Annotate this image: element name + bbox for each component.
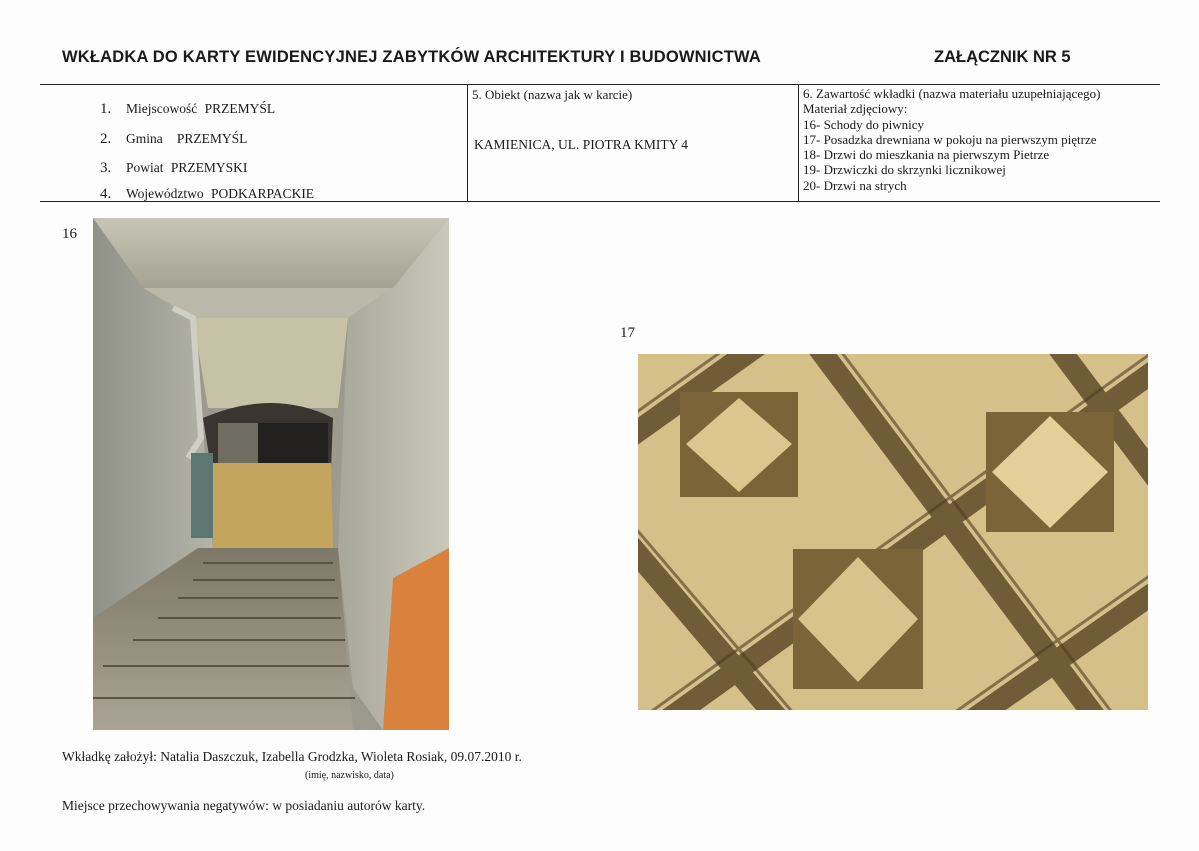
location-row-county: 3. Powiat PRZEMYSKI — [100, 160, 248, 176]
contents-item: 18- Drzwi do mieszkania na pierwszym Pietrze — [803, 147, 1050, 163]
parquet-floor-image — [638, 354, 1148, 710]
storage-line: Miejsce przechowywania negatywów: w posiadaniu autorów karty. — [62, 798, 426, 813]
photo-parquet-floor — [638, 354, 1148, 710]
location-row-commune: 2. Gmina PRZEMYŚL — [100, 131, 248, 147]
author-hint: (imię, nazwisko, data) — [305, 770, 394, 781]
contents-item: 17- Posadzka drewniana w pokoju na pierwszym piętrze — [803, 131, 1097, 147]
photo-cellar-stairs — [93, 218, 449, 730]
contents-heading: 6. Zawartość wkładki (nazwa materiału uzupełniającego) — [803, 86, 1101, 101]
contents-item: 19- Drzwiczki do skrzynki licznikowej — [803, 162, 1006, 178]
object-value: KAMIENICA, UL. PIOTRA KMITY 4 — [474, 137, 688, 152]
photo-number-16: 16 — [62, 226, 77, 242]
column-divider — [467, 84, 468, 202]
contents-subheading: Materiał zdjęciowy: — [803, 101, 908, 117]
location-row-town: 1. Miejscowość PRZEMYŚL — [100, 101, 276, 117]
object-heading: 5. Obiekt (nazwa jak w karcie) — [472, 87, 633, 102]
photo-number-17: 17 — [620, 325, 635, 341]
cellar-stairs-image — [93, 218, 449, 730]
attachment-number: ZAŁĄCZNIK NR 5 — [934, 48, 1071, 66]
document-title: WKŁADKA DO KARTY EWIDENCYJNEJ ZABYTKÓW ARCHITEKTURY I BUDOWNICTWA — [62, 48, 761, 66]
contents-item: 16- Schody do piwnicy — [803, 116, 924, 132]
location-row-voivodeship: 4. Województwo PODKARPACKIE — [100, 186, 315, 202]
column-divider — [798, 84, 799, 202]
author-line: Wkładkę założył: Natalia Daszczuk, Izabella Grodzka, Wioleta Rosiak, 09.07.2010 r. — [62, 749, 522, 764]
contents-item: 20- Drzwi na strych — [803, 177, 907, 193]
contents-list — [803, 86, 1100, 193]
